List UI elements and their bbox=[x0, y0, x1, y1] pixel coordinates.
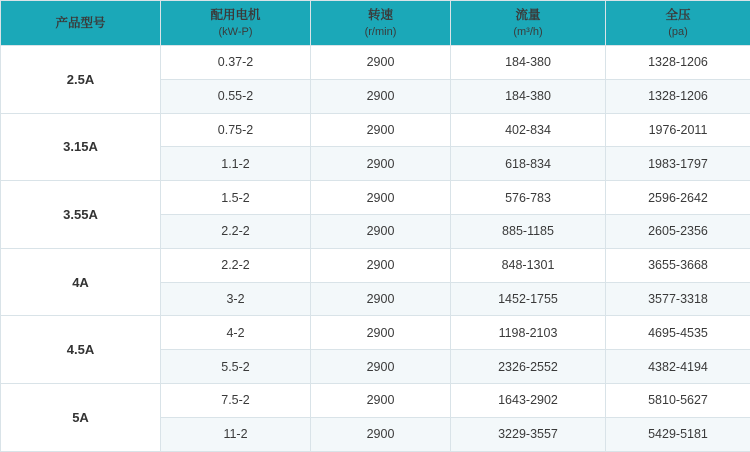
table-body bbox=[1, 46, 750, 452]
column-header-flow bbox=[451, 1, 606, 46]
cell-motor: 4-2 bbox=[161, 316, 311, 350]
column-header-pressure-unit: (pa) bbox=[606, 25, 750, 40]
table-row bbox=[1, 46, 750, 80]
column-header-flow-title: 流量 bbox=[515, 8, 540, 22]
column-header-model bbox=[1, 1, 161, 46]
cell-motor: 2.2-2 bbox=[161, 214, 311, 248]
cell-motor: 3-2 bbox=[161, 282, 311, 316]
table-row bbox=[1, 383, 750, 417]
cell-flow: 2326-2552 bbox=[451, 350, 606, 384]
cell-motor: 0.37-2 bbox=[161, 46, 311, 80]
cell-motor: 5.5-2 bbox=[161, 350, 311, 384]
column-header-motor bbox=[161, 1, 311, 46]
column-header-motor-unit: (kW-P) bbox=[161, 25, 310, 40]
cell-speed: 2900 bbox=[311, 248, 451, 282]
cell-speed: 2900 bbox=[311, 214, 451, 248]
cell-pressure: 3655-3668 bbox=[606, 248, 750, 282]
cell-speed: 2900 bbox=[311, 417, 451, 451]
cell-model: 4.5A bbox=[1, 316, 161, 384]
cell-speed: 2900 bbox=[311, 113, 451, 147]
cell-model: 4A bbox=[1, 248, 161, 316]
cell-flow: 1643-2902 bbox=[451, 383, 606, 417]
cell-speed: 2900 bbox=[311, 147, 451, 181]
cell-speed: 2900 bbox=[311, 79, 451, 113]
cell-flow: 848-1301 bbox=[451, 248, 606, 282]
cell-motor: 11-2 bbox=[161, 417, 311, 451]
cell-speed: 2900 bbox=[311, 316, 451, 350]
table-row bbox=[1, 181, 750, 215]
cell-pressure: 4382-4194 bbox=[606, 350, 750, 384]
cell-flow: 618-834 bbox=[451, 147, 606, 181]
table-row bbox=[1, 316, 750, 350]
cell-speed: 2900 bbox=[311, 350, 451, 384]
cell-flow: 576-783 bbox=[451, 181, 606, 215]
cell-motor: 1.1-2 bbox=[161, 147, 311, 181]
cell-speed: 2900 bbox=[311, 383, 451, 417]
cell-model: 5A bbox=[1, 383, 161, 451]
column-header-pressure-title: 全压 bbox=[665, 8, 690, 22]
cell-motor: 0.75-2 bbox=[161, 113, 311, 147]
cell-flow: 1198-2103 bbox=[451, 316, 606, 350]
cell-model: 3.15A bbox=[1, 113, 161, 181]
cell-pressure: 5810-5627 bbox=[606, 383, 750, 417]
cell-flow: 1452-1755 bbox=[451, 282, 606, 316]
column-header-speed-unit: (r/min) bbox=[311, 25, 450, 40]
cell-model: 2.5A bbox=[1, 46, 161, 114]
column-header-speed bbox=[311, 1, 451, 46]
cell-motor: 1.5-2 bbox=[161, 181, 311, 215]
cell-flow: 885-1185 bbox=[451, 214, 606, 248]
cell-flow: 402-834 bbox=[451, 113, 606, 147]
cell-pressure: 2596-2642 bbox=[606, 181, 750, 215]
cell-pressure: 1328-1206 bbox=[606, 46, 750, 80]
table-header bbox=[1, 1, 750, 46]
cell-model: 3.55A bbox=[1, 181, 161, 249]
cell-flow: 3229-3557 bbox=[451, 417, 606, 451]
cell-pressure: 5429-5181 bbox=[606, 417, 750, 451]
column-header-pressure bbox=[606, 1, 750, 46]
cell-pressure: 1976-2011 bbox=[606, 113, 750, 147]
cell-flow: 184-380 bbox=[451, 46, 606, 80]
table-row bbox=[1, 113, 750, 147]
cell-speed: 2900 bbox=[311, 181, 451, 215]
cell-pressure: 1983-1797 bbox=[606, 147, 750, 181]
column-header-speed-title: 转速 bbox=[368, 8, 393, 22]
cell-motor: 7.5-2 bbox=[161, 383, 311, 417]
cell-pressure: 1328-1206 bbox=[606, 79, 750, 113]
cell-pressure: 2605-2356 bbox=[606, 214, 750, 248]
table-header-row bbox=[1, 1, 750, 46]
cell-flow: 184-380 bbox=[451, 79, 606, 113]
cell-motor: 0.55-2 bbox=[161, 79, 311, 113]
column-header-model-title: 产品型号 bbox=[55, 16, 105, 30]
column-header-motor-title: 配用电机 bbox=[210, 8, 260, 22]
table-row bbox=[1, 248, 750, 282]
cell-speed: 2900 bbox=[311, 282, 451, 316]
cell-pressure: 3577-3318 bbox=[606, 282, 750, 316]
cell-speed: 2900 bbox=[311, 46, 451, 80]
column-header-flow-unit: (m³/h) bbox=[451, 25, 605, 40]
cell-motor: 2.2-2 bbox=[161, 248, 311, 282]
cell-pressure: 4695-4535 bbox=[606, 316, 750, 350]
